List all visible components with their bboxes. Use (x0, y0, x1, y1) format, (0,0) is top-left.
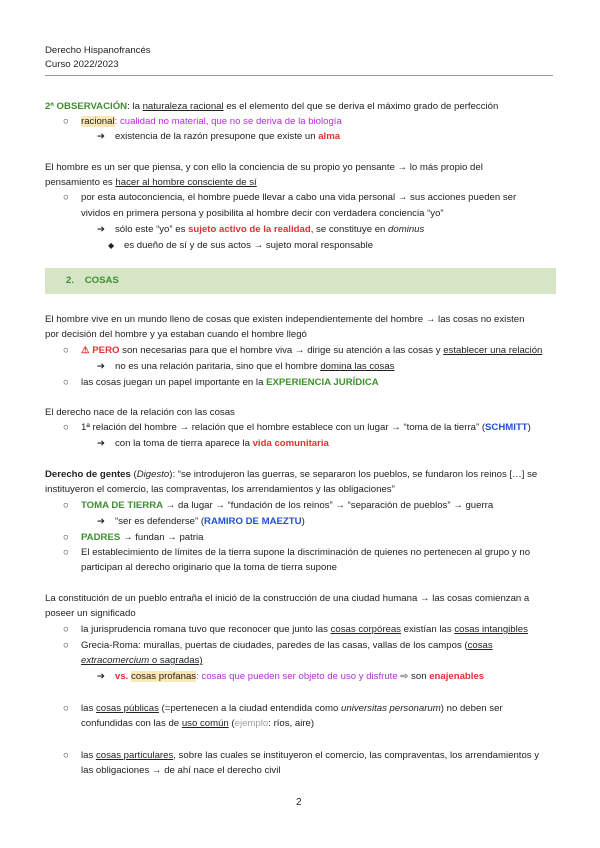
paragraph-continuation: extracomercium o sagradas) (81, 655, 203, 666)
page-number: 2 (296, 797, 302, 808)
observation-label: 2ª OBSERVACIÓN (45, 101, 128, 112)
arrow-bullet-icon: ➔ (97, 131, 106, 142)
paragraph-continuation: confundidas con las de uso común (ejemplo: ríos, aire) (81, 718, 315, 729)
arrow-bullet-icon: ➔ (97, 361, 106, 372)
paragraph-continuation: vividos en primera persona y posibilita al hombre decir con verdadera conciencia “yo” (81, 208, 444, 219)
circle-bullet-icon: ○ (63, 377, 69, 388)
paragraph: por decisión del hombre y ya estaban cuando el hombre llegó (45, 329, 307, 340)
paragraph: La constitución de un pueblo entraña el inició de la construcción de una ciudad humana → las cosas comienzan a (45, 593, 530, 604)
paragraph: instituyeron el comercio, las compraventas, los arrendamientos y las obligaciones” (45, 484, 395, 495)
header-course: Curso 2022/2023 (45, 59, 119, 70)
circle-bullet-icon: ○ (63, 640, 69, 651)
circle-bullet-icon: ○ (63, 345, 69, 356)
diamond-bullet-icon: ◆ (108, 241, 115, 250)
section-heading-bar (45, 268, 556, 294)
paragraph-continuation: participan al derecho originario que la toma de tierra supone (81, 562, 337, 573)
paragraph: El hombre vive en un mundo lleno de cosas que existen independientemente del hombre → las cosas no existen (45, 314, 525, 325)
circle-bullet-icon: ○ (63, 750, 69, 761)
circle-bullet-icon: ○ (63, 532, 69, 543)
warning-icon: ⚠ (81, 345, 90, 356)
observation-paragraph: 2ª OBSERVACIÓN: la naturaleza racional es el elemento del que se deriva el máximo grado de perfección (45, 101, 499, 112)
arrow-bullet-icon: ➔ (97, 224, 106, 235)
circle-bullet-icon: ○ (63, 703, 69, 714)
paragraph: El derecho nace de la relación con las cosas (45, 407, 235, 418)
arrow-bullet-icon: ➔ (97, 516, 106, 527)
circle-bullet-icon: ○ (63, 624, 69, 635)
circle-bullet-icon: ○ (63, 192, 69, 203)
circle-bullet-icon: ○ (63, 422, 69, 433)
document-page: Derecho Hispanofrancés Curso 2022/2023 2ª OBSERVACIÓN: la naturaleza racional es el elemento del que se deriva el máximo grado de perfección ○ racional: cualidad no material, que no se deriva de la biología ➔ existencia de la razón presupone que existe un alma El hombre es un ser que piensa, y con ello la conciencia de su propio yo pensante → lo más propio del pensamiento es hacer al hombre consciente de sí ○ por esta autoconciencia, el hombre puede llevar a cabo una vida personal → sus acciones pueden ser vividos en primera persona y posibilita al hombre decir con verdadera conciencia “yo” ➔ sólo este “yo” es sujeto activo de la realidad, se constituye en dominus ◆ es dueño de sí y de sus actos → sujeto moral responsable 2. COSAS El hombre vive en un mundo lleno de cosas que existen independientemente del hombre → las cosas no existen por decisión del hombre y ya estaban cuando el hombre llegó ○ ⚠ PERO son necesarias para que el hombre viva → dirige su atención a las cosas y establecer una relación ➔ no es una relación paritaria, sino que el hombre domina las cosas ○ las cosas juegan un papel importante en la EXPERIENCIA JURÍDICA El derecho nace de la relación con las cosas ○ 1ª relación del hombre → relación que el hombre establece con un lugar → “toma de la tierra” (SCHMITT) ➔ con la toma de tierra aparece la vida comunitaria Derecho de gentes (Digesto): “se introdujeron las guerras, se separaron los pueblos, se fundaron los reinos […] se instituyeron el comercio, las compraventas, los arrendamientos y las obligaciones” ○ TOMA DE TIERRA → da lugar → “fundación de los reinos” → “separación de pueblos” → guerra ➔ “ser es defenderse” (RAMIRO DE MAEZTU) ○ PADRES → fundan → patria ○ El establecimiento de límites de la tierra supone la discriminación de quienes no pertenecen al grupo y no participan al derecho originario que la toma de tierra supone La constitución de un pueblo entraña el inició de la construcción de una ciudad humana → las cosas comienzan a poseer un significado ○ la jurisprudencia romana tuvo que reconocer que junto las cosas corpóreas existían las cosas intangibles ○ Grecia-Roma: murallas, puertas de ciudades, paredes de las casas, vallas de los campos (cosas extracomercium o sagradas) ➔ vs. cosas profanas: cosas que pueden ser objeto de uso y disfrute ⇨ son enajenables ○ las cosas públicas (=pertenecen a la ciudad entendida como universitas personarum) no deben ser confundidas con las de uso común (ejemplo: ríos, aire) ○ las cosas particulares, sobre las cuales se instituyeron el comercio, las compraventas, los arrendamientos y las obligaciones → de ahí nace el derecho civil 2 (0, 0, 600, 848)
paragraph: El hombre es un ser que piensa, y con ello la conciencia de su propio yo pensante → lo más propio del (45, 162, 483, 173)
paragraph: poseer un significado (45, 608, 136, 619)
header-title: Derecho Hispanofrancés (45, 45, 151, 56)
paragraph: Derecho de gentes (Digesto): “se introdujeron las guerras, se separaron los pueblos, se fundaron los reinos […] se (45, 469, 538, 480)
paragraph: pensamiento es hacer al hombre consciente de sí (45, 177, 257, 188)
header-divider (45, 75, 553, 76)
circle-bullet-icon: ○ (63, 547, 69, 558)
circle-bullet-icon: ○ (63, 116, 69, 127)
paragraph-continuation: las obligaciones → de ahí nace el derecho civil (81, 765, 281, 776)
section-heading: 2. COSAS (66, 275, 119, 286)
arrow-bullet-icon: ➔ (97, 671, 106, 682)
arrow-bullet-icon: ➔ (97, 438, 106, 449)
circle-bullet-icon: ○ (63, 500, 69, 511)
